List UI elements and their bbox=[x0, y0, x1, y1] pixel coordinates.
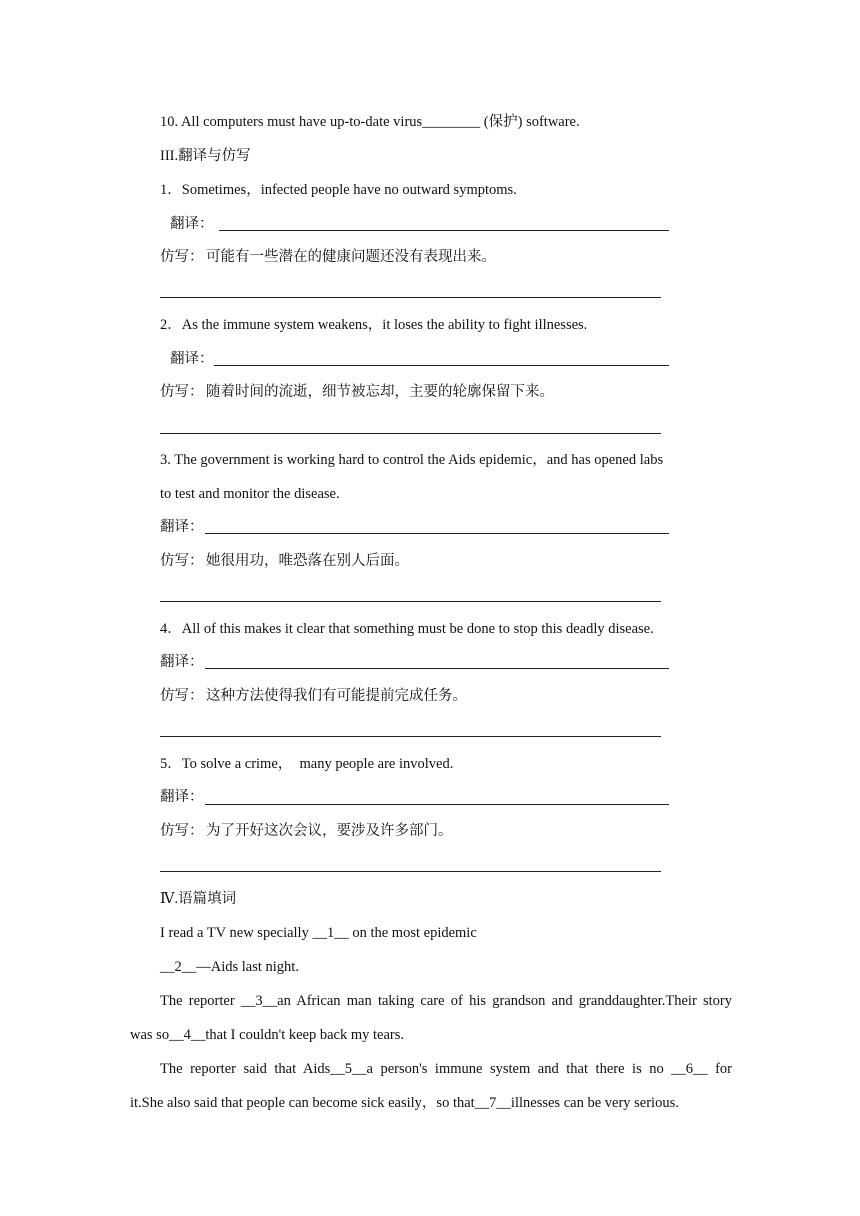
passage-paragraph-3-line-2: it.She also said that people can become sick easily，so that__7__illnesses can be very serious. bbox=[130, 1095, 679, 1111]
item-1-english: 1．Sometimes，infected people have no outward symptoms. bbox=[160, 182, 517, 198]
item-3-imitate-line[interactable] bbox=[160, 601, 661, 602]
item-3-translate-line[interactable] bbox=[205, 533, 669, 534]
item-3-english: 3. The government is working hard to control the Aids epidemic，and has opened labs bbox=[160, 452, 664, 468]
item-4-english: 4．All of this makes it clear that something must be done to stop this deadly disease. bbox=[160, 621, 654, 637]
item-2-imitate-label: 仿写： bbox=[160, 384, 204, 400]
passage-paragraph-2-line-1: The reporter __3__an African man taking care of his grandson and granddaughter.Their story bbox=[160, 993, 732, 1009]
item-5-translate-label: 翻译： bbox=[160, 789, 204, 805]
passage-paragraph-2-line-2: was so__4__that I couldn't keep back my tears. bbox=[130, 1027, 405, 1043]
passage-line-1: I read a TV new specially __1__ on the most epidemic bbox=[160, 925, 477, 941]
item-2-imitate-line[interactable] bbox=[160, 433, 661, 434]
item-5-english: 5．To solve a crime， many people are involved. bbox=[160, 756, 454, 772]
item-2-translate-label: 翻译： bbox=[170, 351, 214, 367]
passage-paragraph-3-line-1: The reporter said that Aids__5__a person's immune system and that there is no __6__ for bbox=[160, 1061, 732, 1077]
item-3-english-cont: to test and monitor the disease. bbox=[160, 486, 340, 502]
item-5-imitate-line[interactable] bbox=[160, 871, 661, 872]
item-5-chinese: 为了开好这次会议，要涉及许多部门。 bbox=[206, 823, 453, 839]
item-1-chinese: 可能有一些潜在的健康问题还没有表现出来。 bbox=[206, 249, 496, 265]
question-10: 10. All computers must have up-to-date virus________ (保护) software. bbox=[160, 114, 580, 130]
item-3-imitate-label: 仿写： bbox=[160, 553, 204, 569]
item-2-english: 2．As the immune system weakens，it loses the ability to fight illnesses. bbox=[160, 317, 588, 333]
section-4-title: Ⅳ.语篇填词 bbox=[160, 891, 237, 907]
section-3-title: III.翻译与仿写 bbox=[160, 148, 251, 164]
item-1-imitate-line[interactable] bbox=[160, 297, 661, 298]
item-4-imitate-line[interactable] bbox=[160, 736, 661, 737]
item-4-translate-label: 翻译： bbox=[160, 654, 204, 670]
item-1-translate-line[interactable] bbox=[219, 230, 669, 231]
item-4-chinese: 这种方法使得我们有可能提前完成任务。 bbox=[206, 688, 467, 704]
item-2-translate-line[interactable] bbox=[214, 365, 669, 366]
item-5-translate-line[interactable] bbox=[205, 804, 669, 805]
item-2-chinese: 随着时间的流逝，细节被忘却，主要的轮廓保留下来。 bbox=[206, 384, 554, 400]
item-4-translate-line[interactable] bbox=[205, 668, 669, 669]
item-1-translate-label: 翻译： bbox=[170, 216, 214, 232]
item-1-imitate-label: 仿写： bbox=[160, 249, 204, 265]
item-3-translate-label: 翻译： bbox=[160, 519, 204, 535]
passage-line-2: __2__—Aids last night. bbox=[160, 959, 299, 975]
item-4-imitate-label: 仿写： bbox=[160, 688, 204, 704]
item-3-chinese: 她很用功，唯恐落在别人后面。 bbox=[206, 553, 409, 569]
item-5-imitate-label: 仿写： bbox=[160, 823, 204, 839]
